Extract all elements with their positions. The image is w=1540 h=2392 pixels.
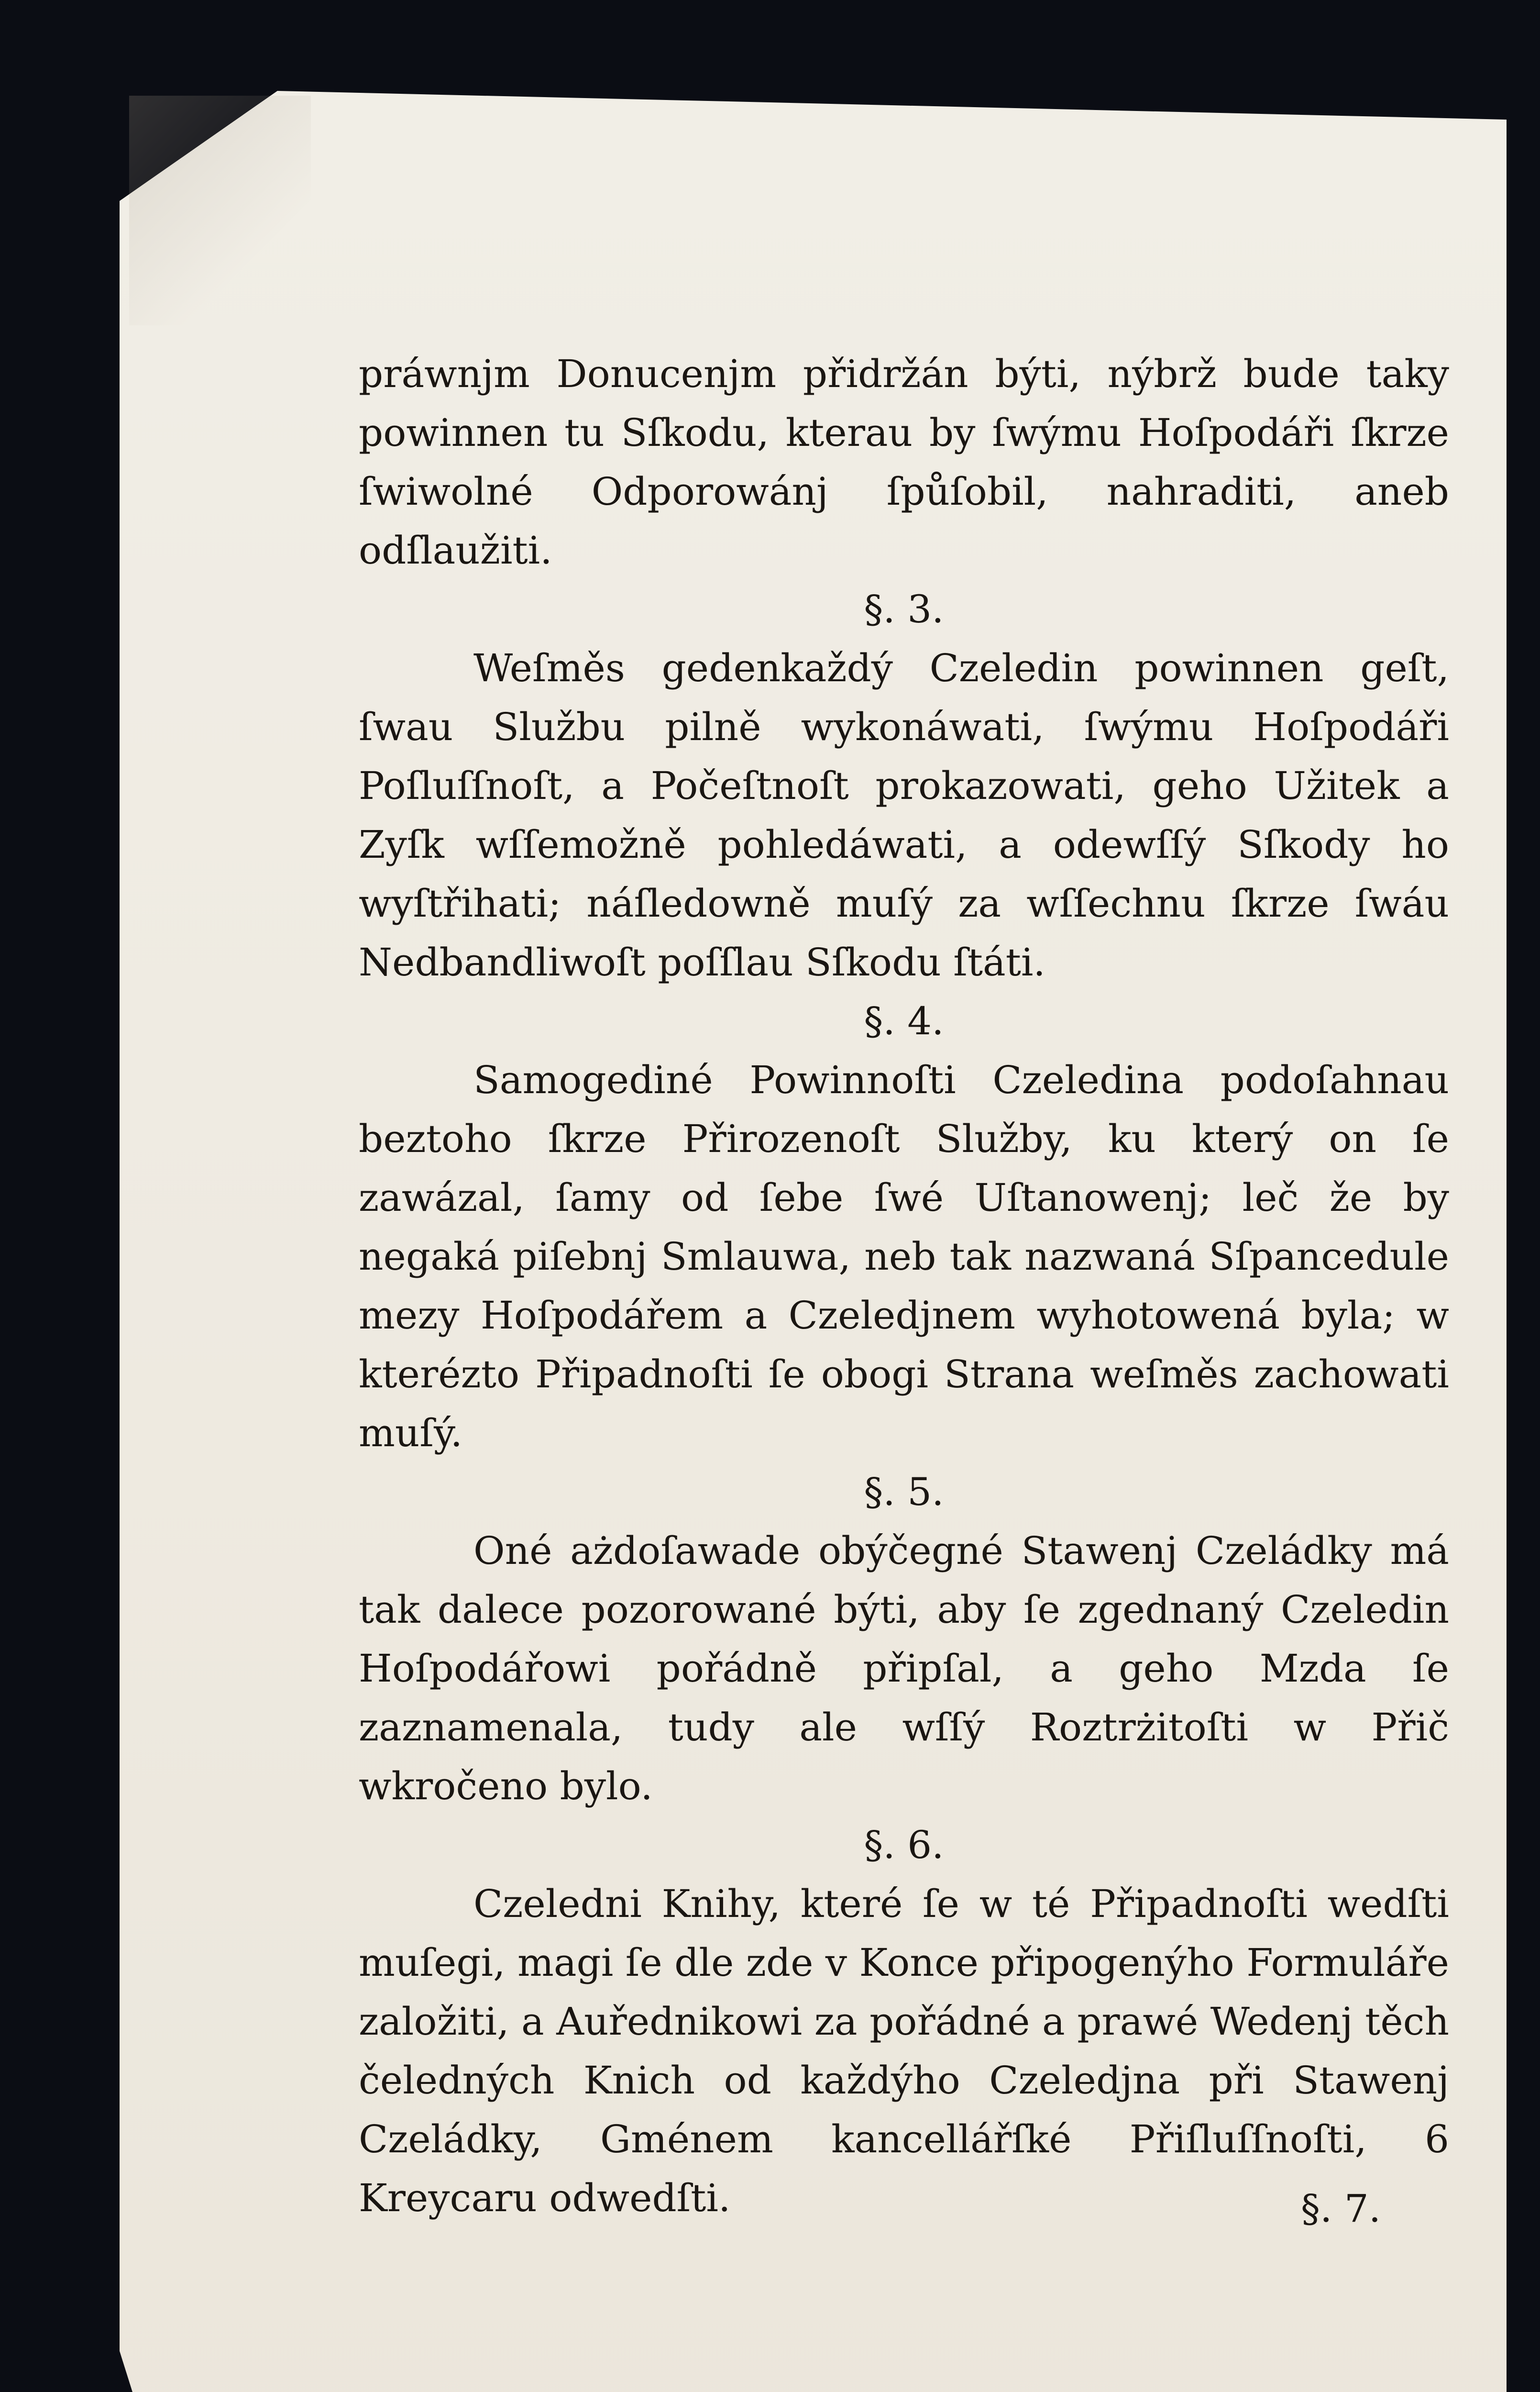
section-heading-6: §. 6. (864, 1823, 944, 1867)
section-heading-4: §. 4. (864, 999, 944, 1043)
paragraph-section-6: Czeledni Knihy, které ſe w té Připadnoſti wedſti muſegi, magi ſe dle zde v Konce připogenýho Formuláře založiti, a Auřednikowi za pořádné a prawé Wedenj těch čeledných Knich od každýho Czeledjna při Stawenj Czeládky, Gménem kancellářſké Přiſluſſnoſti, 6 Kreycaru odwedſti. (359, 1882, 1449, 2220)
paragraph-continuation: práwnjm Donucenjm přidržán býti, nýbrž bude taky powinnen tu Sſkodu, kterau by ſwýmu Hoſpodáři ſkrze ſwiwolné Odporowánj ſpůſobil, nahraditi, aneb odſlaužiti. (359, 352, 1449, 573)
paragraph-section-3: Weſměs gedenkaždý Czeledin powinnen geſt, ſwau Službu pilně wykonáwati, ſwýmu Hoſpodáři Poſluſſnoſt, a Počeſtnoſt prokazowati, geho Užitek a Zyſk wſſemožně pohledáwati, a odewſſý Sſkody ho wyſtřihati; náſledowně muſý za wſſechnu ſkrze ſwáu Nedbandliwoſt poſſlau Sſkodu ſtáti. (359, 646, 1449, 985)
catchword: §. 7. (1301, 2186, 1381, 2231)
folded-corner (129, 96, 311, 325)
section-heading-5: §. 5. (864, 1470, 944, 1514)
page-text-body (359, 344, 1449, 2227)
paragraph-section-5: Oné ażdoſawade obýčegné Stawenj Czeládky má tak dalece pozorowané býti, aby ſe zgednaný Czeledin Hoſpodářowi pořádně připſal, a geho Mzda ſe zaznamenala, tudy ale wſſý Roztrżitoſti w Přič wkročeno bylo. (359, 1528, 1449, 1808)
paragraph-section-4: Samogediné Powinnoſti Czeledina podoſahnau beztoho ſkrze Přirozenoſt Služby, ku který on ſe zawázal, ſamy od ſebe ſwé Uſtanowenj; leč že by negaká piſebnj Smlauwa, neb tak nazwaná Sſpancedule mezy Hoſpodářem a Czeledjnem wyhotowená byla; w kterézto Připadnoſti ſe obogi Strana weſměs zachowati muſý. (359, 1058, 1449, 1455)
section-heading-3: §. 3. (864, 587, 944, 631)
